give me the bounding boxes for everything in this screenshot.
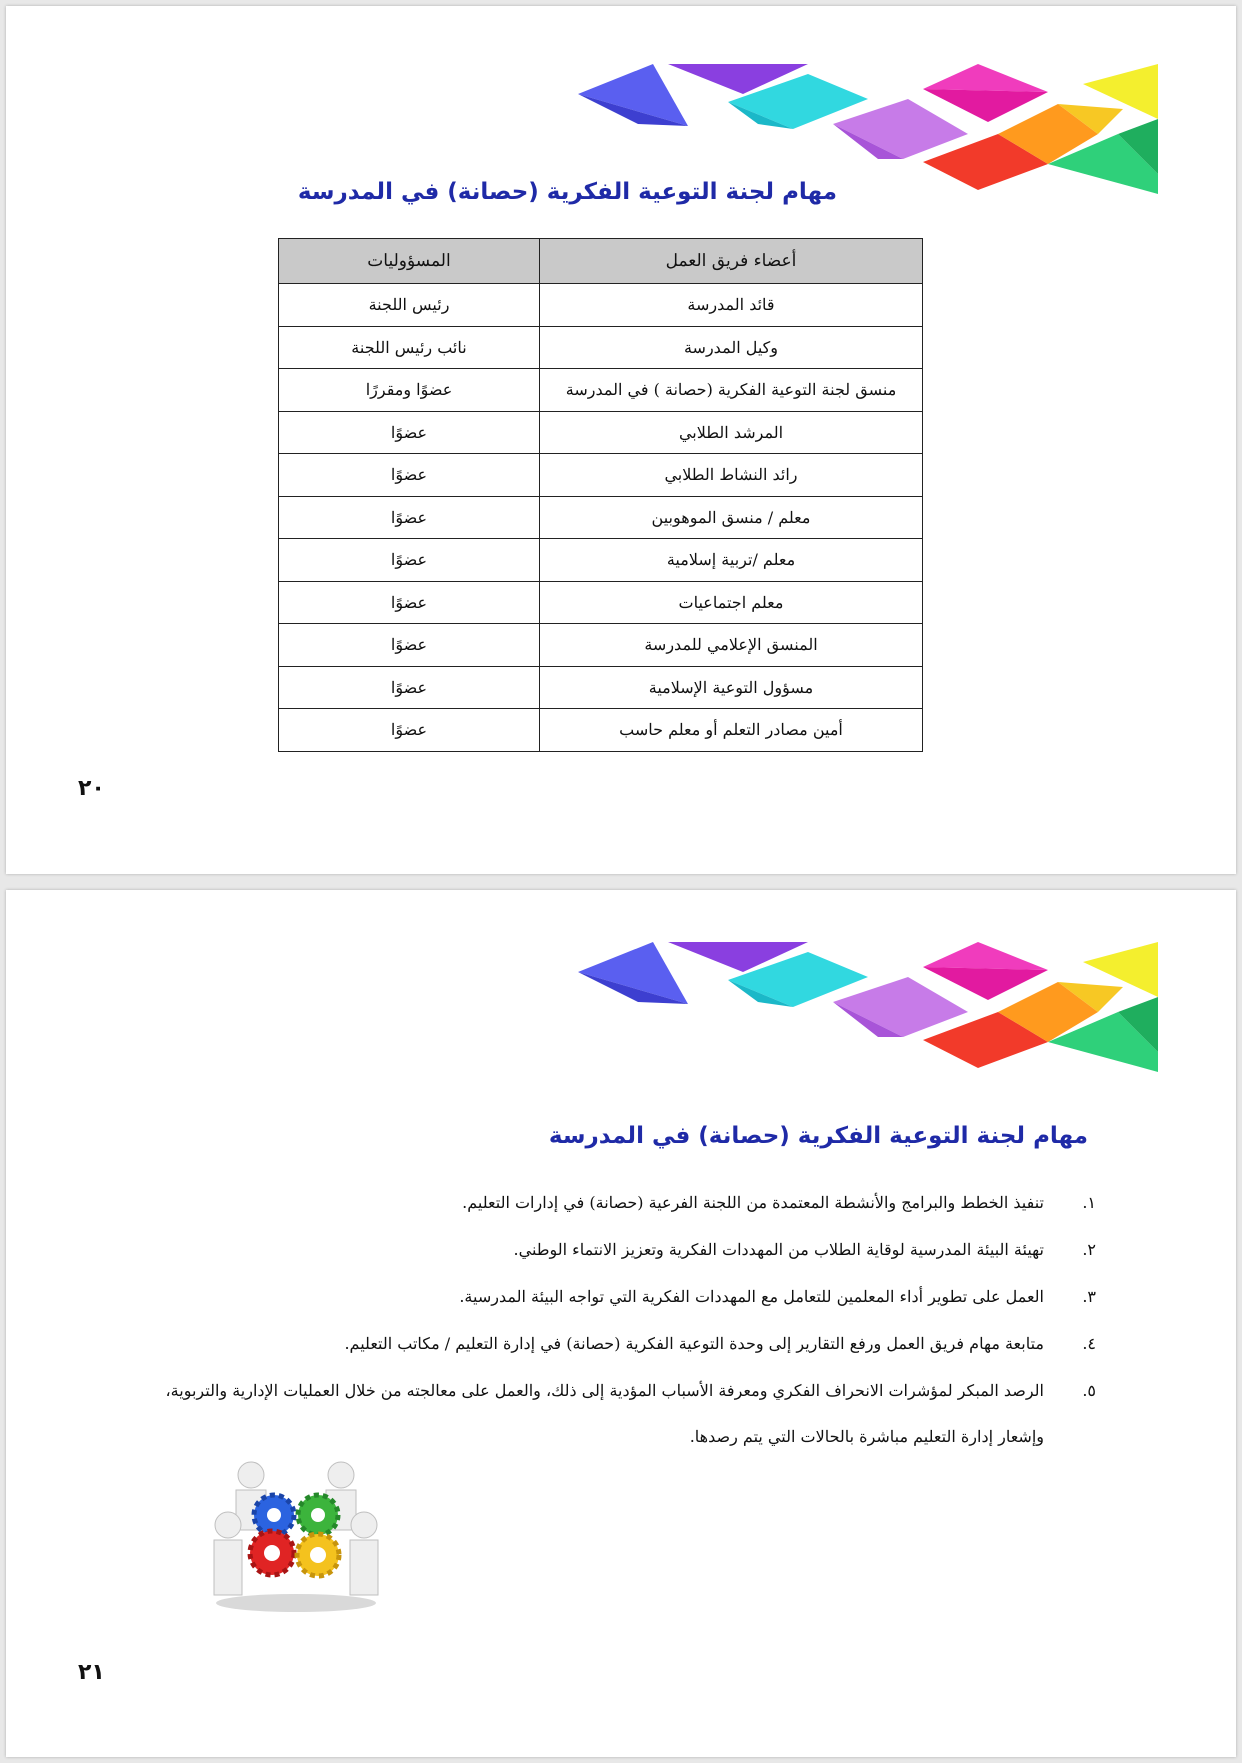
decorative-triangle-banner [578, 942, 1158, 1072]
member-cell: المنسق الإعلامي للمدرسة [540, 624, 923, 667]
teamwork-gears-icon [206, 1455, 386, 1615]
page-title: مهام لجنة التوعية الفكرية (حصانة) في المدرسة [297, 179, 837, 205]
member-cell: منسق لجنة التوعية الفكرية (حصانة ) في المدرسة [540, 369, 923, 412]
member-cell: معلم اجتماعيات [540, 581, 923, 624]
role-cell: رئيس اللجنة [279, 284, 540, 327]
role-cell: عضوًا [279, 709, 540, 752]
table-row [279, 581, 923, 624]
list-item [126, 1378, 1096, 1450]
table-row [279, 539, 923, 582]
member-cell: قائد المدرسة [540, 284, 923, 327]
decorative-triangle-banner [578, 64, 1158, 194]
item-number: ٢. [1082, 1240, 1096, 1259]
table-row [279, 454, 923, 497]
list-item [126, 1284, 1096, 1310]
item-text: الرصد المبكر لمؤشرات الانحراف الفكري ومعرفة الأسباب المؤدية إلى ذلك، والعمل على معالجته من خلال العمليات الإدارية والتربوية، [165, 1381, 1044, 1400]
list-item [126, 1331, 1096, 1357]
list-item [126, 1237, 1096, 1263]
table-row [279, 709, 923, 752]
header-members: أعضاء فريق العمل [540, 239, 923, 284]
item-continuation: وإشعار إدارة التعليم مباشرة بالحالات التي يتم رصدها. [689, 1427, 1044, 1446]
role-cell: عضوًا [279, 666, 540, 709]
role-cell: عضوًا ومقررًا [279, 369, 540, 412]
item-text: متابعة مهام فريق العمل ورفع التقارير إلى وحدة التوعية الفكرية (حصانة) في إدارة التعليم / مكاتب التعليم. [344, 1334, 1044, 1353]
member-cell: معلم /تربية إسلامية [540, 539, 923, 582]
item-text: تنفيذ الخطط والبرامج والأنشطة المعتمدة من اللجنة الفرعية (حصانة) في إدارات التعليم. [462, 1193, 1044, 1212]
table-row [279, 411, 923, 454]
page-number: ٢١ [78, 1660, 105, 1685]
role-cell: نائب رئيس اللجنة [279, 326, 540, 369]
member-cell: رائد النشاط الطلابي [540, 454, 923, 497]
page-number: ٢٠ [78, 776, 105, 801]
table-row [279, 369, 923, 412]
table-row [279, 666, 923, 709]
member-cell: أمين مصادر التعلم أو معلم حاسب [540, 709, 923, 752]
table-row [279, 326, 923, 369]
table-row [279, 284, 923, 327]
page-20 [6, 6, 1236, 874]
list-item [126, 1190, 1096, 1216]
table-row [279, 496, 923, 539]
item-text: تهيئة البيئة المدرسية لوقاية الطلاب من المهددات الفكرية وتعزيز الانتماء الوطني. [513, 1240, 1044, 1259]
role-cell: عضوًا [279, 539, 540, 582]
item-number: ٤. [1082, 1334, 1096, 1353]
member-cell: المرشد الطلابي [540, 411, 923, 454]
role-cell: عضوًا [279, 411, 540, 454]
item-number: ٥. [1082, 1381, 1096, 1400]
member-cell: وكيل المدرسة [540, 326, 923, 369]
page-title: مهام لجنة التوعية الفكرية (حصانة) في المدرسة [548, 1123, 1088, 1149]
item-number: ١. [1082, 1193, 1096, 1212]
member-cell: مسؤول التوعية الإسلامية [540, 666, 923, 709]
role-cell: عضوًا [279, 496, 540, 539]
role-cell: عضوًا [279, 624, 540, 667]
item-number: ٣. [1082, 1287, 1096, 1306]
table-header-row [279, 239, 923, 284]
role-cell: عضوًا [279, 581, 540, 624]
item-text: العمل على تطوير أداء المعلمين للتعامل مع المهددات الفكرية التي تواجه البيئة المدرسية. [459, 1287, 1044, 1306]
header-responsibilities: المسؤوليات [279, 239, 540, 284]
page-21 [6, 890, 1236, 1757]
tasks-list [126, 1190, 1096, 1471]
member-cell: معلم / منسق الموهوبين [540, 496, 923, 539]
role-cell: عضوًا [279, 454, 540, 497]
table-row [279, 624, 923, 667]
committee-table [278, 238, 923, 752]
